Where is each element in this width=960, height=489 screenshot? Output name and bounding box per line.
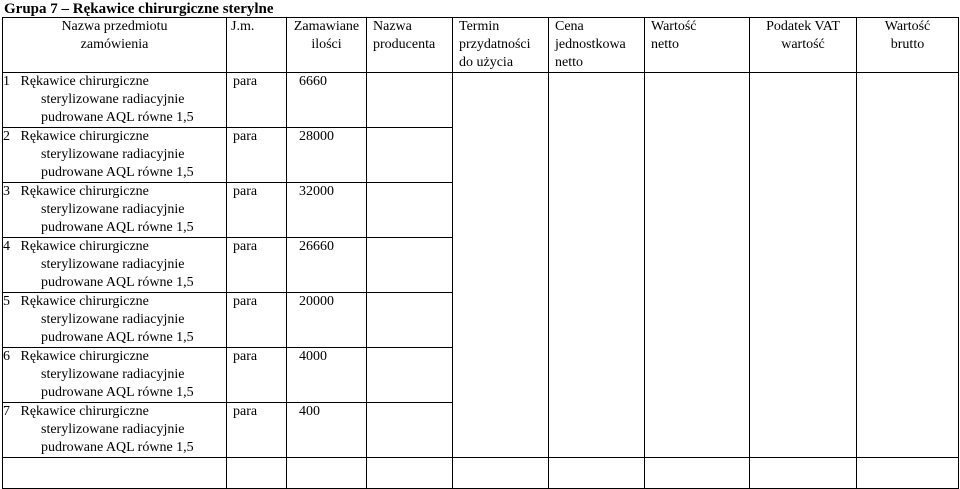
vat-cell [750,348,857,403]
quantity-cell: 28000 [287,128,367,183]
quantity-cell: 20000 [287,293,367,348]
table-row [3,128,959,183]
vat-cell [750,293,857,348]
header-producer: Nazwa producenta [367,18,453,73]
gross-value-cell [857,348,959,403]
unit-price-cell [549,238,645,293]
net-value-cell [645,73,750,128]
header-unit-price: Cena jednostkowa netto [549,18,645,73]
unit-cell: para [227,73,287,128]
table-row [3,403,959,458]
producer-cell[interactable] [367,348,453,403]
unit-price-cell [549,293,645,348]
item-name-cell: 1 Rękawice chirurgiczne sterylizowane radiacyjnie pudrowane AQL równe 1,5 [3,73,227,128]
header-net-value: Wartość netto [645,18,750,73]
table-row [3,73,959,128]
header-quantity: Zamawiane ilości [287,18,367,73]
expiry-cell [453,183,549,238]
quantity-cell: 4000 [287,348,367,403]
quantity-cell: 400 [287,403,367,458]
unit-price-cell [549,183,645,238]
producer-cell[interactable] [367,183,453,238]
unit-cell: para [227,348,287,403]
producer-cell[interactable] [367,403,453,458]
item-name-cell: 2 Rękawice chirurgiczne sterylizowane radiacyjnie pudrowane AQL równe 1,5 [3,128,227,183]
gross-value-cell [857,293,959,348]
header-vat: Podatek VAT wartość [750,18,857,73]
unit-cell: para [227,403,287,458]
expiry-cell [453,293,549,348]
item-name-cell: 4 Rękawice chirurgiczne sterylizowane radiacyjnie pudrowane AQL równe 1,5 [3,238,227,293]
total-row [3,458,959,489]
expiry-cell [453,403,549,458]
expiry-cell [453,73,549,128]
table-row [3,238,959,293]
unit-price-cell [549,73,645,128]
net-value-cell [645,238,750,293]
document-title: Grupa 7 – Rękawice chirurgiczne sterylne [4,1,274,17]
header-unit: J.m. [227,18,287,73]
unit-cell: para [227,238,287,293]
header-row [3,18,959,73]
unit-price-cell [549,348,645,403]
header-item-name: Nazwa przedmiotu zamówienia [3,18,227,73]
gross-value-cell [857,128,959,183]
producer-cell[interactable] [367,73,453,128]
unit-cell: para [227,293,287,348]
producer-cell[interactable] [367,293,453,348]
producer-cell[interactable] [367,238,453,293]
gross-value-cell [857,73,959,128]
producer-cell[interactable] [367,128,453,183]
unit-cell: para [227,128,287,183]
vat-cell [750,238,857,293]
header-gross-value: Wartość brutto [857,18,959,73]
table-row [3,293,959,348]
header-expiry: Termin przydatności do użycia [453,18,549,73]
item-name-cell: 7 Rękawice chirurgiczne sterylizowane radiacyjnie pudrowane AQL równe 1,5 [3,403,227,458]
quantity-cell: 26660 [287,238,367,293]
expiry-cell [453,238,549,293]
unit-cell: para [227,183,287,238]
unit-price-cell [549,128,645,183]
net-value-cell [645,128,750,183]
item-name-cell: 3 Rękawice chirurgiczne sterylizowane radiacyjnie pudrowane AQL równe 1,5 [3,183,227,238]
net-value-cell [645,403,750,458]
quantity-cell: 32000 [287,183,367,238]
net-value-cell [645,183,750,238]
vat-cell [750,73,857,128]
table-row [3,183,959,238]
gross-value-cell [857,238,959,293]
unit-price-cell [549,403,645,458]
quantity-cell: 6660 [287,73,367,128]
net-value-cell [645,348,750,403]
table-row [3,348,959,403]
total-gross-cell [857,458,959,489]
expiry-cell [453,348,549,403]
vat-cell [750,403,857,458]
net-value-cell [645,293,750,348]
vat-cell [750,128,857,183]
gross-value-cell [857,403,959,458]
item-name-cell: 6 Rękawice chirurgiczne sterylizowane radiacyjnie pudrowane AQL równe 1,5 [3,348,227,403]
gross-value-cell [857,183,959,238]
order-table [2,17,959,489]
vat-cell [750,183,857,238]
item-name-cell: 5 Rękawice chirurgiczne sterylizowane radiacyjnie pudrowane AQL równe 1,5 [3,293,227,348]
expiry-cell [453,128,549,183]
